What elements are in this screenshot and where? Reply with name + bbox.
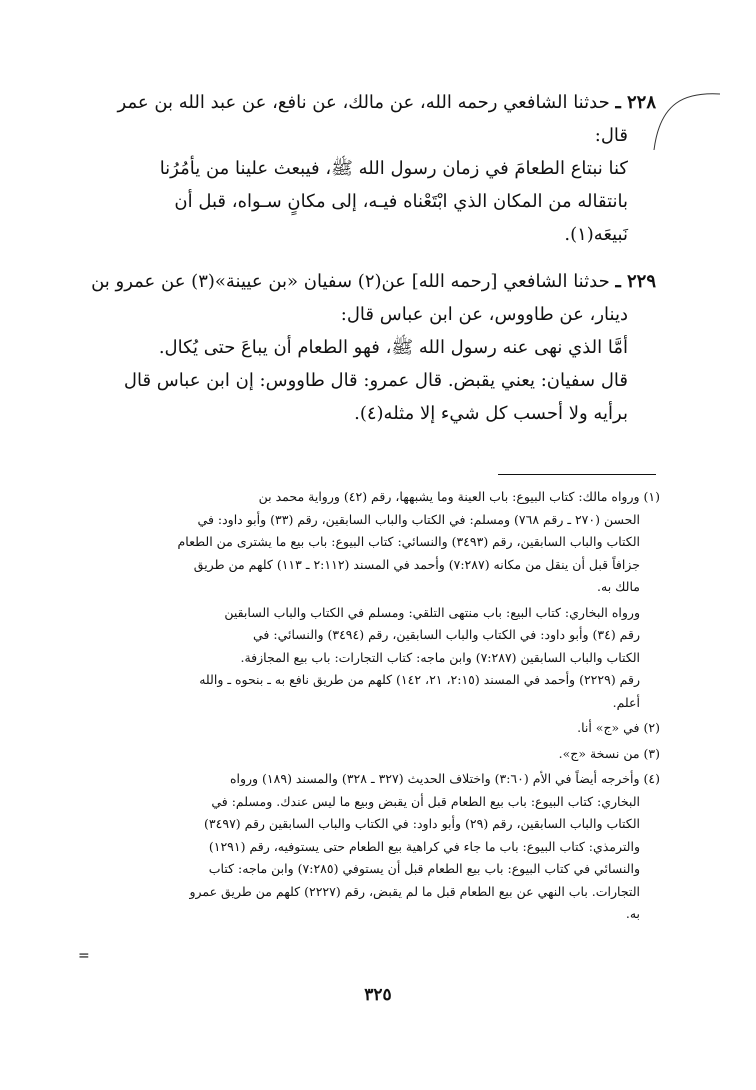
hadith-line-text: حدثنا الشافعي رحمه الله، عن مالك، عن نافع، عن عبد الله بن عمر (117, 92, 610, 113)
hadith-line (96, 86, 656, 119)
hadith-line: أمَّا الذي نهى عنه رسول الله ﷺ، فهو الطعام أن يباعَ حتى يُكال. (158, 337, 628, 358)
footnote-line: ورواه البخاري: كتاب البيع: باب منتهى التلقي: ومسلم في الكتاب والباب السابقين (224, 604, 640, 620)
hadith-229 (91, 265, 656, 430)
footnote-line: مالك به. (597, 579, 640, 594)
footnote-1-continued (94, 602, 660, 715)
hadith-number: ٢٢٩ ـ (615, 271, 656, 292)
footnote-line: جزافاً قبل أن ينقل من مكانه (٧:٢٨٧) وأحمد في المسند (٢:١١٢ ـ ١١٣) كلهم من طريق (193, 556, 640, 572)
footnotes (94, 486, 660, 929)
footnote-3 (94, 743, 660, 766)
footnote-2 (94, 717, 660, 740)
footnote-line: (٣) من نسخة «ج». (558, 745, 660, 761)
footnote-line: البخاري: كتاب البيوع: باب بيع الطعام قبل أن يقبض وبيع ما ليس عندك. ومسلم: في (211, 793, 640, 809)
footnote-line: الكتاب والباب السابقين (٧:٢٨٧) وابن ماجه: كتاب التجارات: باب بيع المجازفة. (240, 649, 640, 665)
footnote-line: (٤) وأخرجه أيضاً في الأم (٣:٦٠) واختلاف الحديث (٣٢٧ ـ ٣٢٨) والمسند (١٨٩) ورواه (229, 771, 660, 786)
hadith-number: ٢٢٨ ـ (615, 92, 656, 113)
footnote-1 (94, 486, 660, 599)
hadith-line: برأيه ولا أحسب كل شيء إلا مثله(٤). (354, 403, 628, 424)
footnote-line: الكتاب والباب السابقين، رقم (٣٤٩٣) والنسائي: كتاب البيوع: باب بيع ما يشترى من الطعام (177, 534, 640, 549)
footnote-line: (١) ورواه مالك: كتاب البيوع: باب العينة وما يشبهها، رقم (٤٢) ورواية محمد بن (258, 489, 660, 504)
hadith-line: كنا نبتاع الطعامَ في زمان رسول الله ﷺ، فيبعث علينا من يأمُرُنا (159, 158, 628, 179)
hadith-line (91, 265, 656, 298)
hadith-line: بانتقاله من المكان الذي ابْتَعْناه فيـه، إلى مكانٍ سـواه، قبل أن (174, 191, 628, 212)
footnote-divider (498, 474, 656, 475)
page-number: ٣٢٥ (364, 985, 392, 1005)
hadith-text (91, 86, 656, 444)
hadith-line: قال: (594, 125, 628, 146)
hadith-line: قال سفيان: يعني يقبض. قال عمرو: قال طاووس: إن ابن عباس قال (123, 370, 628, 391)
hadith-228 (96, 86, 656, 251)
footnote-line: (٢) في «ج» أنا. (577, 720, 660, 735)
continuation-mark: = (78, 948, 90, 964)
hadith-line: نَبيعَه(١). (564, 224, 628, 245)
footnote-line: التجارات. باب النهي عن بيع الطعام قبل ما لم يقبض، رقم (٢٢٢٧) كلهم من طريق عمرو (189, 883, 640, 899)
footnote-4 (94, 768, 660, 926)
footnote-line: الحسن (٢٧٠ ـ رقم ٧٦٨) ومسلم: في الكتاب والباب السابقين، رقم (٣٣) وأبو داود: في (197, 511, 640, 527)
footnote-line: والترمذي: كتاب البيوع: باب ما جاء في كراهية بيع الطعام حتى يستوفيه، رقم (١٢٩١) (208, 838, 640, 854)
hadith-line: دينار، عن طاووس، عن ابن عباس قال: (340, 304, 628, 325)
footnote-line: به. (625, 906, 640, 921)
footnote-line: والنسائي في كتاب البيوع: باب بيع الطعام قبل أن يستوفي (٧:٢٨٥) وابن ماجه: كتاب (208, 861, 640, 876)
footnote-line: أعلم. (612, 694, 640, 710)
footnote-line: رقم (٣٤) وأبو داود: في الكتاب والباب السابقين، رقم (٣٤٩٤) والنسائي: في (252, 627, 640, 642)
footnote-line: رقم (٢٢٢٩) وأحمد في المسند (٢:١٥، ٢١، ١٤٢) كلهم من طريق نافع به ـ بنحوه ـ والله (199, 672, 640, 687)
footnote-line: الكتاب والباب السابقين، رقم (٢٩) وأبو داود: في الكتاب والباب السابقين رقم (٣٤٩٧) (204, 816, 640, 831)
hadith-line-text: حدثنا الشافعي [رحمه الله] عن(٢) سفيان «بن عيينة»(٣) عن عمرو بن (91, 271, 610, 292)
